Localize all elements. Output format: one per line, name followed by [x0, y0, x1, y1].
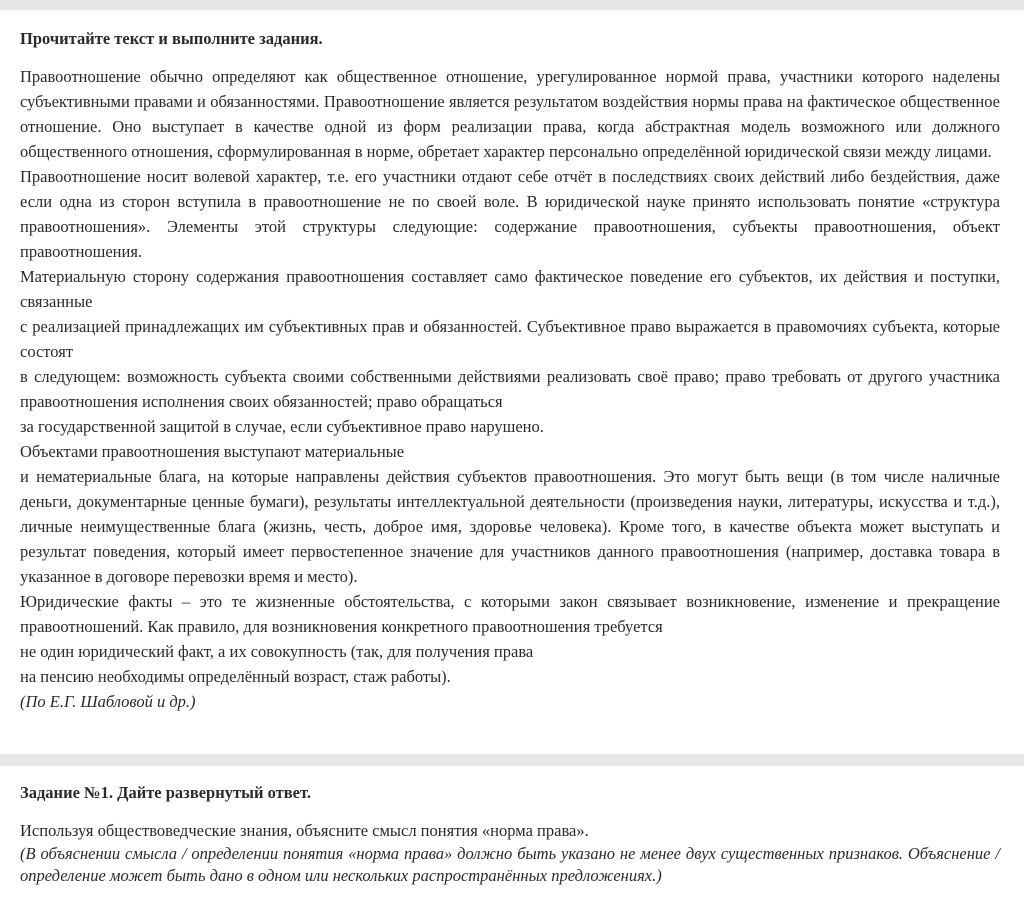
paragraph-volitional: Правоотношение носит волевой характер, т.е. его участники отдают себе отчёт в последствиях своих действий либо бездействия, даже если одна из сторон вступила в правоотношение не по своей воле. В юридической науке принято использовать понятие «структура правоотношения». Элементы этой структуры следующие: содержание правоотношения, субъекты правоотношения, объект правоотношения. [20, 167, 1000, 261]
reading-heading: Прочитайте текст и выполните задания. [20, 29, 323, 48]
task-1-hint: (В объяснении смысла / определении понятия «норма права» должно быть указано не менее двух существенных признаков. Объяснение / определение может быть дано в одном или нескольких распространённых предложениях.) [20, 844, 1000, 885]
paragraph-content-part3: в следующем: возможность субъекта своими собственными действиями реализовать своё право; право требовать от другого участника правоотношения исполнения своих обязанностей; право обращаться [20, 367, 1000, 411]
reading-text-card [0, 10, 1024, 754]
paragraph-objects-part1: Объектами правоотношения выступают материальные [20, 442, 405, 461]
task-1-card [0, 766, 1024, 916]
task-1-heading: Задание №1. Дайте развернутый ответ. [20, 783, 311, 802]
reading-body [20, 64, 1000, 714]
paragraph-content-part2: с реализацией принадлежащих им субъективных прав и обязанностей. Субъективное право выражается в правомочиях субъекта, которые состоят [20, 317, 1000, 361]
paragraph-facts-part2: не один юридический факт, а их совокупность (так, для получения права [20, 642, 534, 661]
paragraph-content-part4: за государственной защитой в случае, если субъективное право нарушено. [20, 417, 544, 436]
paragraph-objects-part2: и нематериальные блага, на которые направлены действия субъектов правоотношения. Это могут быть вещи (в том числе наличные деньги, документарные ценные бумаги), результаты интеллектуальной деятельности (произведения науки, литературы, искусства и т.д.), личные неимущественные блага (жизнь, честь, доброе имя, здоровье человека). Кроме того, в качестве объекта может выступать и результат поведения, который имеет первостепенное значение для участников данного правоотношения (например, доставка товара в указанное в договоре перевозки время и место). [20, 467, 1000, 586]
paragraph-content-part1: Материальную сторону содержания правоотношения составляет само фактическое поведение его субъектов, их действия и поступки, связанные [20, 267, 1000, 311]
source-citation: (По Е.Г. Шабловой и др.) [20, 692, 196, 711]
task-1-instruction: Используя обществоведческие знания, объясните смысл понятия «норма права». [20, 821, 589, 840]
paragraph-definition: Правоотношение обычно определяют как общественное отношение, урегулированное нормой права, участники которого наделены субъективными правами и обязанностями. Правоотношение является результатом воздействия нормы права на фактическое общественное отношение. Оно выступает в качестве одной из форм реализации права, когда абстрактная модель возможного или должного общественного отношения, сформулированная в норме, обретает характер персонально определённой юридической связи между лицами. [20, 67, 1000, 161]
task-1-body [20, 818, 1000, 887]
paragraph-facts-part3: на пенсию необходимы определённый возраст, стаж работы). [20, 667, 451, 686]
paragraph-facts-part1: Юридические факты – это те жизненные обстоятельства, с которыми закон связывает возникновение, изменение и прекращение правоотношений. Как правило, для возникновения конкретного правоотношения требуется [20, 592, 1000, 636]
